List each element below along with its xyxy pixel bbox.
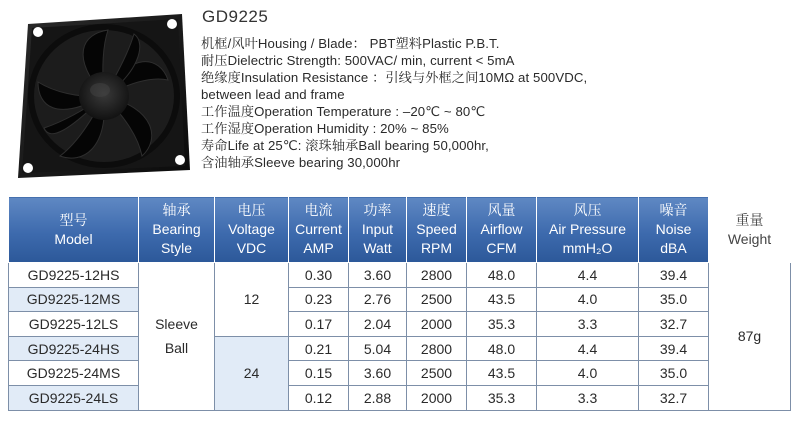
spec-operation-humidity: 工作湿度Operation Humidity : 20% ~ 85% [201, 121, 449, 136]
cell-current: 0.21 [289, 336, 349, 361]
cell-speed: 2500 [407, 287, 467, 312]
cell-noise: 39.4 [639, 263, 709, 288]
header-model: 型号 Model [9, 197, 139, 263]
header-air-pressure: 风压 Air Pressure mmH₂O [537, 197, 639, 263]
cell-model: GD9225-12LS [9, 312, 139, 337]
table-row [9, 287, 791, 312]
cell-current: 0.23 [289, 287, 349, 312]
spec-list [201, 35, 791, 171]
header-voltage: 电压 Voltage VDC [215, 197, 289, 263]
cell-pressure: 4.0 [537, 361, 639, 386]
cell-model: GD9225-24MS [9, 361, 139, 386]
table-header-row [9, 197, 791, 263]
table-row [9, 263, 791, 288]
cell-noise: 32.7 [639, 312, 709, 337]
cell-power: 3.60 [349, 361, 407, 386]
cell-current: 0.30 [289, 263, 349, 288]
cell-power: 2.76 [349, 287, 407, 312]
cell-weight: 87g [709, 263, 791, 411]
spec-insulation-resistance-cont: between lead and frame [201, 87, 345, 102]
cell-airflow: 43.5 [467, 287, 537, 312]
cell-noise: 35.0 [639, 287, 709, 312]
cell-speed: 2800 [407, 263, 467, 288]
cell-airflow: 48.0 [467, 336, 537, 361]
cell-pressure: 3.3 [537, 385, 639, 410]
spec-life-ball-bearing: 寿命Life at 25℃: 滚珠轴承Ball bearing 50,000hr, [201, 138, 489, 153]
cell-airflow: 35.3 [467, 312, 537, 337]
spec-table [8, 196, 791, 411]
header-bearing: 轴承 Bearing Style [139, 197, 215, 263]
spec-dielectric-strength: 耐压Dielectric Strength: 500VAC/ min, current < 5mA [201, 53, 515, 68]
cell-airflow: 43.5 [467, 361, 537, 386]
cell-pressure: 4.0 [537, 287, 639, 312]
product-model-title: GD9225 [202, 7, 269, 26]
cell-model: GD9225-24LS [9, 385, 139, 410]
cell-current: 0.17 [289, 312, 349, 337]
cell-pressure: 3.3 [537, 312, 639, 337]
cell-power: 2.04 [349, 312, 407, 337]
spec-housing-blade: 机框/风叶Housing / Blade： PBT塑料Plastic P.B.T. [201, 36, 500, 51]
table-row [9, 336, 791, 361]
cell-airflow: 35.3 [467, 385, 537, 410]
cell-noise: 39.4 [639, 336, 709, 361]
table-row [9, 361, 791, 386]
cell-power: 2.88 [349, 385, 407, 410]
spec-operation-temperature: 工作温度Operation Temperature : –20℃ ~ 80℃ [201, 104, 486, 119]
cell-voltage-12: 12 [215, 263, 289, 337]
header-current: 电流 Current AMP [289, 197, 349, 263]
header-airflow: 风量 Airflow CFM [467, 197, 537, 263]
header-speed: 速度 Speed RPM [407, 197, 467, 263]
cell-current: 0.15 [289, 361, 349, 386]
cell-noise: 35.0 [639, 361, 709, 386]
fan-product-image [10, 10, 195, 182]
cell-power: 5.04 [349, 336, 407, 361]
cell-speed: 2500 [407, 361, 467, 386]
spec-life-sleeve-bearing: 含油轴承Sleeve bearing 30,000hr [201, 155, 401, 170]
cell-noise: 32.7 [639, 385, 709, 410]
header-weight: 重量 Weight [709, 197, 791, 263]
cell-pressure: 4.4 [537, 263, 639, 288]
table-row [9, 385, 791, 410]
header-noise: 噪音 Noise dBA [639, 197, 709, 263]
cell-speed: 2800 [407, 336, 467, 361]
cell-speed: 2000 [407, 385, 467, 410]
spec-insulation-resistance: 绝缘度Insulation Resistance ：引线与外框之间10MΩ at 500VDC, [201, 70, 588, 85]
header-power: 功率 Input Watt [349, 197, 407, 263]
cell-model: GD9225-12HS [9, 263, 139, 288]
table-row [9, 312, 791, 337]
cell-bearing-style: Sleeve Ball [139, 263, 215, 411]
cell-voltage-24: 24 [215, 336, 289, 410]
cell-model: GD9225-12MS [9, 287, 139, 312]
cell-power: 3.60 [349, 263, 407, 288]
cell-current: 0.12 [289, 385, 349, 410]
cell-speed: 2000 [407, 312, 467, 337]
cell-model: GD9225-24HS [9, 336, 139, 361]
cell-pressure: 4.4 [537, 336, 639, 361]
cell-airflow: 48.0 [467, 263, 537, 288]
